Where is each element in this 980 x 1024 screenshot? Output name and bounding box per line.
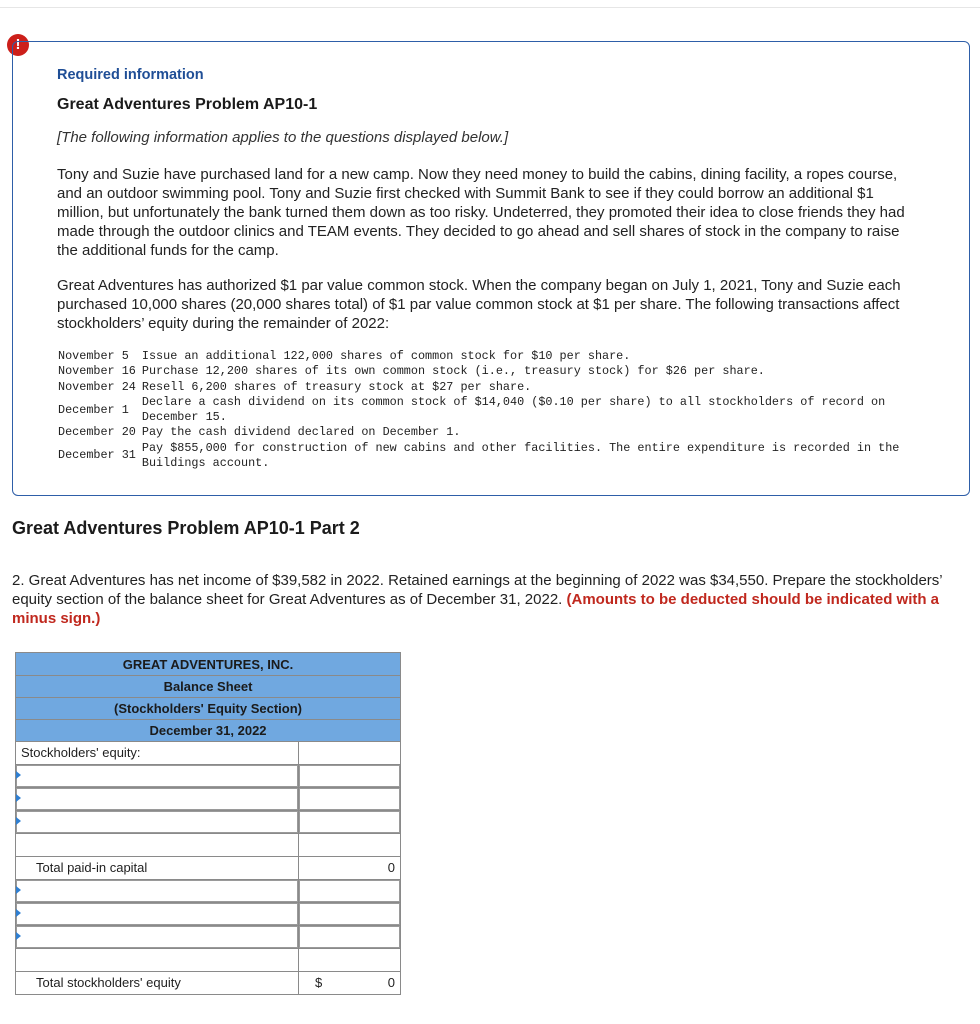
account-select[interactable]: [16, 926, 299, 948]
transaction-date: December 1: [58, 402, 129, 417]
question-note: (Amounts to be deducted should be indicated with a minus sign.): [12, 591, 940, 627]
amount-input[interactable]: [299, 880, 400, 902]
transaction-text: Declare a cash dividend on its common stock of $14,040 ($0.10 per share) to all stockholders of record on December 15.: [141, 394, 886, 425]
dropdown-caret-icon: [16, 909, 21, 917]
sheet-company: GREAT ADVENTURES, INC.: [15, 652, 401, 676]
paragraph-2: Great Adventures has authorized $1 par value common stock. When the company began on July 1, 2021, Tony and Suzie each purchased 10,000 shares (20,000 shares total) of $1 par value common stock at $1 per share. The following transactions affect stockholders’ equity during the remainder of 2022:: [57, 277, 901, 332]
account-select[interactable]: [16, 765, 299, 787]
transaction-date: December 31: [58, 448, 136, 463]
amount-input[interactable]: [299, 926, 400, 948]
account-select[interactable]: [16, 903, 299, 925]
amount-input[interactable]: [299, 811, 400, 833]
transaction-text: Pay $855,000 for construction of new cabins and other facilities. The entire expenditure is recorded in the Buildings account.: [141, 440, 900, 471]
sheet-statement: Balance Sheet: [15, 676, 401, 698]
dropdown-caret-icon: [16, 771, 21, 779]
paragraph-1: Tony and Suzie have purchased land for a new camp. Now they need money to build the cabins, dining facility, a ropes course, and an outdoor swimming pool. Tony and Suzie first checked with Summit Bank to see if they could borrow an additional $1 million, but unfortunately the bank turned them down as too risky. Undeterred, they promoted their idea to close friends they had made through the outdoor clinics and TEAM events. They decided to go ahead and sell shares of stock in the company to raise the additional funds for the camp.: [57, 166, 905, 259]
equity-label: Stockholders' equity:: [16, 742, 299, 764]
transaction-text: Pay the cash dividend declared on December 1.: [141, 425, 461, 440]
amount-input[interactable]: [299, 903, 400, 925]
transaction-row: [55, 380, 905, 395]
dropdown-caret-icon: [16, 932, 21, 940]
entry-row: [15, 880, 401, 903]
blank-row: [15, 949, 401, 972]
question-text: [12, 571, 974, 628]
blank-row: [15, 834, 401, 857]
sheet-section: (Stockholders' Equity Section): [15, 698, 401, 720]
transaction-row: [55, 395, 905, 426]
total-equity-cell: [299, 972, 400, 994]
required-info-title: Required information: [57, 67, 204, 83]
equity-heading-value: [299, 742, 400, 764]
part-title: Great Adventures Problem AP10-1 Part 2: [12, 518, 360, 538]
account-select[interactable]: [16, 811, 299, 833]
equity-heading-row: [15, 742, 401, 765]
transaction-date: November 24: [58, 379, 136, 394]
problem-title: Great Adventures Problem AP10-1: [57, 96, 318, 113]
total-paid-in-row: [15, 857, 401, 880]
entry-row: [15, 811, 401, 834]
amount-input[interactable]: [299, 765, 400, 787]
amount-input[interactable]: [299, 788, 400, 810]
entry-row: [15, 788, 401, 811]
total-paid-in-label: Total paid-in capital: [16, 857, 299, 879]
transaction-date: December 20: [58, 425, 136, 440]
balance-sheet: [15, 652, 401, 995]
transaction-date: November 5: [58, 349, 129, 363]
dropdown-caret-icon: [16, 886, 21, 894]
entry-row: [15, 765, 401, 788]
dropdown-caret-icon: [16, 794, 21, 802]
currency-symbol: $: [315, 975, 323, 990]
entry-row: [15, 903, 401, 926]
total-equity-label: Total stockholders' equity: [16, 972, 299, 994]
dropdown-caret-icon: [16, 817, 21, 825]
info-note: [The following information applies to the questions displayed below.]: [57, 129, 509, 146]
transaction-date: November 16: [58, 364, 136, 379]
alert-icon: !: [7, 34, 29, 56]
transaction-row: [55, 425, 905, 440]
transaction-text: Issue an additional 122,000 shares of common stock for $10 per share.: [141, 349, 631, 363]
transaction-text: Resell 6,200 shares of treasury stock at $27 per share.: [141, 379, 532, 394]
total-equity-value: 0: [387, 975, 395, 990]
sheet-date: December 31, 2022: [15, 720, 401, 742]
transaction-row: [55, 441, 905, 472]
total-paid-in-value: 0: [387, 860, 395, 875]
entry-row: [15, 926, 401, 949]
top-divider: [0, 7, 980, 8]
total-equity-row: [15, 972, 401, 995]
transaction-text: Purchase 12,200 shares of its own common stock (i.e., treasury stock) for $26 per share.: [141, 364, 765, 379]
account-select[interactable]: [16, 788, 299, 810]
account-select[interactable]: [16, 880, 299, 902]
transaction-row: [55, 349, 905, 364]
transactions-table: [55, 349, 905, 471]
question-main: 2. Great Adventures has net income of $39,582 in 2022. Retained earnings at the beginning of 2022 was $34,550. Prepare the stockholders’ equity section of the balance sheet for Great Adventures as of December 31, 2022.: [12, 572, 943, 608]
transaction-row: [55, 364, 905, 379]
